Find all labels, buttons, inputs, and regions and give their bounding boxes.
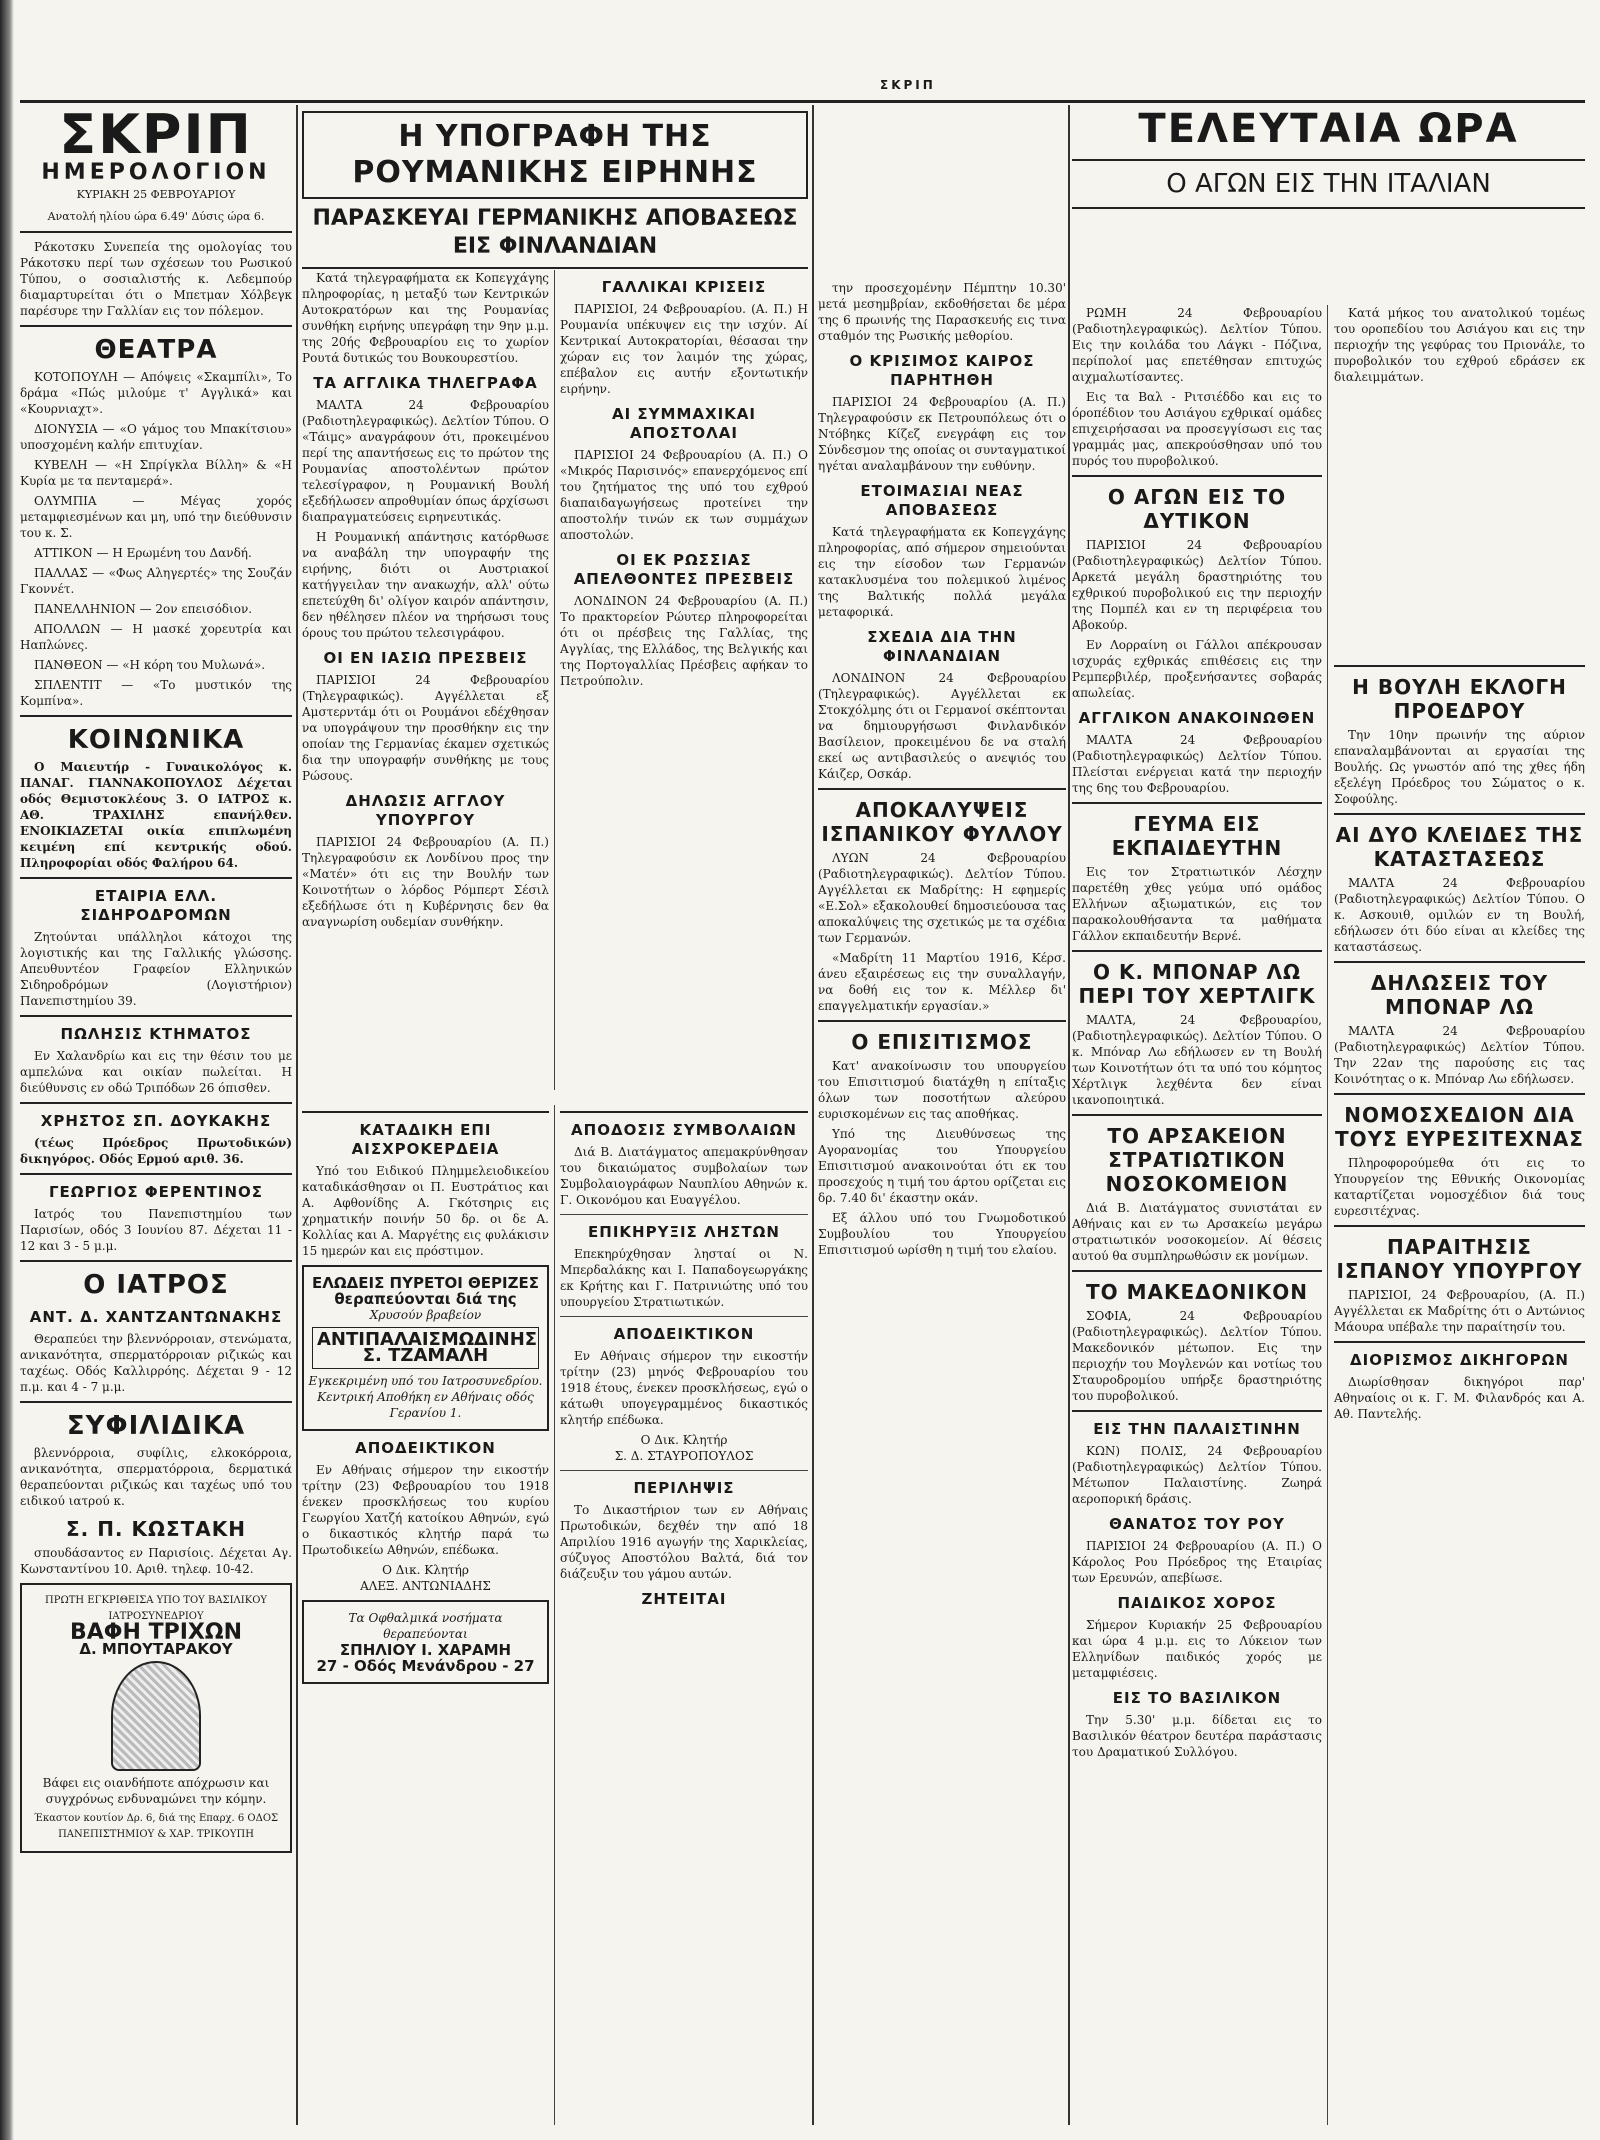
doctor1-heading: ΓΕΩΡΓΙΟΣ ΦΕΡΕΝΤΙΝΟΣ: [48, 1183, 264, 1201]
it-text: Κατά μήκος του ανατολικού τομέως του οροπεδίου του Ασιάγου και εις την περιοχήν της γεφύρας του Πριονάλε, το πυροβολικόν του εχθρού εδράσεν εκ διαλειμμάτων.: [1334, 306, 1585, 384]
bou-text: Την 10ην πρωινήν της αύριον επαναλαμβάνονται αι εργασίαι της Βουλής. Ως γνωστόν από της χθες ήδη εξελέγη Πρόεδρος του Σώματος ο κ. Σοφούλης.: [1334, 728, 1585, 806]
eye-address: 27 - Οδός Μενάνδρου - 27: [316, 1657, 535, 1675]
rob-heading: ΕΠΙΚΗΡΥΞΙΣ ΛΗΣΤΩΝ: [588, 1223, 780, 1241]
masthead-subtitle: ΗΜΕΡΟΛΟΓΙΟΝ: [41, 160, 271, 185]
article-text: ΠΑΡΙΣΙΟΙ, 24 Φεβρουαρίου. (Α. Π.) Η Ρουμανία υπέκυψεν εις την ισχύν. Αί Κεντρικαί Αυτοκρατορίαι, θέσασαι την χώραν εις τον λαιμόν της χώρας, επέβαλον εις αυτήν εξοντωτικήν ειρήνην.: [560, 302, 808, 396]
syph-heading: ΣΥΦΙΛΙΔΙΚΑ: [66, 1411, 246, 1441]
lawyer-text: Διωρίσθησαν δικηγόροι παρ' Αθηναίοις οι κ. Γ. Μ. Φιλανδρός και Α. Αθ. Παντελής.: [1334, 1375, 1585, 1421]
main-headline: Η ΥΠΟΓΡΑΦΗ ΤΗΣ ΡΟΥΜΑΝΙΚΗΣ ΕΙΡΗΝΗΣ: [352, 119, 758, 190]
sub2-heading: ΑΠΟΔΟΣΙΣ ΣΥΜΒΟΛΑΙΩΝ: [571, 1121, 797, 1139]
west-heading: Ο ΑΓΩΝ ΕΙΣ ΤΟ ΔΥΤΙΚΟΝ: [1107, 485, 1287, 533]
reveal-text: ΛΥΩΝ 24 Φεβρουαρίου (Ραδιοτηλεγραφικώς). Δελτίον Τύπου. Αγγέλλεται εκ Μαδρίτης: Η εφημερίς «Ε.Σολ» εξακολουθεί δημοσιεύουσα τας αποκαλύψεις της σχετικώς με τα σχέδια των Γερμανών.: [818, 851, 1066, 945]
pal-heading: ΕΙΣ ΤΗΝ ΠΑΛΑΙΣΤΙΝΗΝ: [1093, 1420, 1301, 1438]
sub2-text: Διά Β. Διατάγματος απεμακρύνθησαν του δικαιώματος συμβολαίων των Συμβολαιογράφων Ναυπλίου Αθηνών κ. Γ. Οικονόμου και Ευαγγέλου.: [560, 1145, 808, 1207]
dye-heading: ΒΑΦΗ ΤΡΙΧΩΝ: [70, 1620, 242, 1645]
sub1-heading: ΚΑΤΑΔΙΚΗ ΕΠΙ ΑΙΣΧΡΟΚΕΡΔΕΙΑ: [351, 1121, 500, 1158]
article-text: ΠΑΡΙΣΙΟΙ 24 Φεβρουαρίου (Α. Π.) Τηλεγραφούσιν εκ Λονδίνου προς την «Ματέν» ότι εις την Βουλήν των Κοινοτήτων ο λόρδος Ρόμπερτ Σέσιλ εξεδήλωσε ότι η Κυβέρνησις δεν θα αναγνωρίση ουδεμίαν συνθήκην.: [302, 835, 549, 929]
last-hour-title: ΤΕΛΕΥΤΑΙΑ ΩΡΑ: [1138, 106, 1519, 152]
right-inner-right: [1334, 305, 1585, 2125]
rail-heading: ΕΤΑΙΡΙΑ ΕΛΛ. ΣΙΔΗΡΟΔΡΟΜΩΝ: [80, 887, 232, 924]
divider: [560, 1111, 808, 1113]
divider: [560, 1214, 808, 1215]
divider: [20, 1173, 292, 1175]
fin-heading: ΣΧΕΔΙΑ ΔΙΑ ΤΗΝ ΦΙΝΛΑΝΔΙΑΝ: [867, 628, 1017, 665]
bonar-heading: Ο Κ. ΜΠΟΝΑΡ ΛΩ ΠΕΡΙ ΤΟΥ ΧΕΡΤΛΙΓΚ: [1078, 960, 1316, 1008]
divider: [1072, 950, 1322, 952]
want-heading: ΖΗΤΕΙΤΑΙ: [641, 1590, 727, 1608]
right-inner-left: [1072, 305, 1322, 2125]
theatre-item: ΚΥΒΕΛΗ — «Η Σπρίγκλα Βίλλη» & «Η Κυρία με τα πενταμερά».: [20, 458, 292, 488]
sale-text: Εν Χαλανδρίω και εις την θέσιν του με αμπελώνα και οικίαν πωλείται. Η διεύθυνσις εν οδώ Τριπόδων 26 όπισθεν.: [20, 1049, 292, 1095]
divider: [1334, 1225, 1585, 1227]
crit-heading: Ο ΚΡΙΣΙΜΟΣ ΚΑΙΡΟΣ ΠΑΡΗΤΗΘΗ: [849, 352, 1035, 389]
divider: [818, 1020, 1066, 1022]
divider: [1072, 207, 1585, 209]
lower-center: [302, 1105, 808, 2125]
notary-text: (τέως Πρόεδρος Πρωτοδικών) δικηγόρος. Οδός Ερμού αριθ. 36.: [20, 1136, 292, 1166]
fever-ad: [302, 1265, 549, 1431]
it-text: Εις τα Βαλ - Ριτσιέδδο και εις το όροπέδιον του Ασιάγου εχθρικαί ομάδες επιχειρήσασαι να προσεγγίσωσι εις τας γραμμάς μας, απεκρούσθησαν υπό του πυρός του πυροβολικού.: [1072, 390, 1322, 468]
eye-doctor: ΣΠΗΛΙΟΥ Ι. ΧΑΡΑΜΗ: [339, 1641, 512, 1659]
divider: [1334, 813, 1585, 815]
meal-heading: ΓΕΥΜΑ ΕΙΣ ΕΚΠΑΙΔΕΥΤΗΝ: [1111, 812, 1283, 860]
eye-heading: Τα Οφθαλμικά νοσήματα θεραπεύονται: [348, 1611, 503, 1641]
fever-heading: ΕΛΩΔΕΙΣ ΠΥΡΕΤΟΙ ΘΕΡΙΖΕΣ θεραπεύονται διά της: [312, 1274, 539, 1308]
doctor2-heading: Ο ΙΑΤΡΟΣ: [83, 1270, 229, 1300]
divider: [1334, 665, 1585, 667]
death-heading: ΘΑΝΑΤΟΣ ΤΟΥ ΡΟΥ: [1109, 1515, 1285, 1533]
dance-heading: ΠΑΙΔΙΚΟΣ ΧΟΡΟΣ: [1117, 1594, 1277, 1612]
main-story-right: [560, 270, 808, 1090]
reveal-heading: ΑΠΟΚΑΛΥΨΕΙΣ ΙΣΠΑΝΙΚΟΥ ΦΥΛΛΟΥ: [821, 798, 1063, 846]
column-rule: [296, 105, 298, 2125]
divider: [1072, 1114, 1322, 1116]
theatre-item: ΠΑΝΘΕΟΝ — «Η κόρη του Μυλωνά».: [34, 658, 266, 672]
inner-rule: [1327, 305, 1328, 2125]
theatre-item: ΚΟΤΟΠΟΥΛΗ — Απόψεις «Σκαμπίλι», Το δράμα «Πώς μιλούμε τ' Αγγλικά» και «Κουρνιαχτ».: [20, 370, 292, 416]
theatre-list: [20, 369, 292, 709]
west-text: ΠΑΡΙΣΙΟΙ 24 Φεβρουαρίου (Ραδιοτηλεγραφικώς) Δελτίον Τύπου. Αρκετά μεγάλη δραστηριότης του εχθρικού πυροβολικού εις την περιοχήν της Πομπέλ και εν τη περιφέρεια του Αβοκούρ.: [1072, 538, 1322, 632]
last-hour-subtitle: Ο ΑΓΩΝ ΕΙΣ ΤΗΝ ΙΤΑΛΙΑΝ: [1166, 169, 1491, 199]
theatre-item: ΠΑΝΕΛΛΗΝΙΟΝ — 2ον επεισόδιον.: [34, 602, 253, 616]
pal-text: ΚΩΝ) ΠΟΛΙΣ, 24 Φεβρουαρίου (Ραδιοτηλεγραφικώς) Δελτίον Τύπου. Μέτωπον Παλαιστίνης. Ζωηρά αεροπορική δράσις.: [1072, 1444, 1322, 1506]
column-center-right: [818, 105, 1066, 2125]
sum-text: Το Δικαστήριον των εν Αθήναις Πρωτοδικών, δεχθέν την από 18 Απριλίου 1916 αγωγήν της Χαρικλείας, σύζυγος Αποστόλου Βαλτά, διά τον διάζευξιν του γάμου αυτών.: [560, 1503, 808, 1581]
divider: [20, 715, 292, 717]
proc2-text: Εν Αθήναις σήμερον την εικοστήν τρίτην (23) μηνός Φεβρουαρίου του 1918 έτους, ένεκεν προσκλήσεως, εγώ ο κάτωθι υπογεγραμμένος δικαστικός κλητήρ επέδωκα.: [560, 1349, 808, 1427]
divider: [1334, 1093, 1585, 1095]
column-rule: [1068, 105, 1070, 2125]
intro-article: Ράκοτσκυ Συνεπεία της ομολογίας του Ράκοτσκυ περί των σχέσεων του Ρωσικού Τύπου, ο σοσιαλιστής κ. Λεδεμπούρ διαμαρτυρείται ότι ο Μπετμαν Χόλβεγκ παρέσυρε την Γαλλίαν εις τον πόλεμον.: [20, 240, 292, 318]
masthead: [20, 105, 292, 225]
divider: [20, 325, 292, 327]
last-hour-header: [1072, 105, 1585, 215]
divider: [20, 877, 292, 879]
inner-rule: [554, 1105, 555, 2125]
dye-brand: Δ. ΜΠΟΥΤΑΡΑΚΟΥ: [79, 1640, 233, 1658]
social-heading: ΚΟΙΝΩΝΙΚΑ: [67, 725, 245, 755]
rob-text: Επεκηρύχθησαν λησταί οι Ν. Μπερδαλάκης και Ι. Παπαδογεωργάκης εκ Κρήτης και Γ. Πατρινιώτης υπό του υπουργείου Στρατιωτικών.: [560, 1247, 808, 1309]
masthead-info: Ανατολή ηλίου ώρα 6.49' Δύσις ώρα 6.: [47, 210, 265, 223]
theatre-item: ΑΠΟΛΛΩΝ — Η μασκέ χορευτρία και Ηαπλώνες.: [20, 622, 292, 652]
new-text: Κατά τηλεγραφήματα εκ Κοπεγχάγης πληροφορίας, από σήμερον σημειούνται εις την είσοδον των Γερμανών κατακλυσμένα του πολεμικού λιμένος της Βαλτικής πολλά μεγάλα μεταφορικά.: [818, 525, 1066, 619]
sub1-text: Υπό του Ειδικού Πλημμελειοδικείου καταδικάσθησαν οι Π. Ευστράτιος και Α. Αφθονίδης Α. Γκότσηρις εις χρηματικήν ποινήν 50 δρ. οι δε Α. Κολλίας και Α. Μαργέτης εις φυλάκισιν 15 ημερών και εις πρόστιμον.: [302, 1164, 549, 1258]
bou-heading: Η ΒΟΥΛΗ ΕΚΛΟΓΗ ΠΡΟΕΔΡΟΥ: [1352, 675, 1567, 723]
main-subheadline: ΠΑΡΑΣΚΕΥΑΙ ΓΕΡΜΑΝΙΚΗΣ ΑΠΟΒΑΣΕΩΣ ΕΙΣ ΦΙΝΛΑΝΔΙΑΝ: [312, 206, 798, 259]
decl-heading: ΔΗΛΩΣΕΙΣ ΤΟΥ ΜΠΟΝΑΡ ΛΩ: [1370, 971, 1549, 1019]
article-text: ΜΑΛΤΑ 24 Φεβρουαρίου (Ραδιοτηλεγραφικώς). Δελτίον Τύπου. Ο «Τάιμς» αναγράφουν ότι, προκειμένου περί της απαντήσεως εις το πρώτον της Ρουμανίας αποστολέντων πρώτον τελεσίγραφον, η Ρουμανική Βουλή εξεδήλωσεν απροθυμίαν όπως άρχίσωσι διαπραγματεύσεις ειρηνευτικάς.: [302, 398, 549, 524]
sale-heading: ΠΩΛΗΣΙΣ ΚΤΗΜΑΤΟΣ: [60, 1025, 252, 1043]
theatre-item: ΑΤΤΙΚΟΝ — Η Ερωμένη του Δανδή.: [34, 546, 252, 560]
divider: [1072, 802, 1322, 804]
syph-text: βλεννόρροια, συφίλις, ελκοκόρροια, ανικανότητα, σπερματόρροια, δερματικά θεραπεύονται ριζικώς και ταχέως υπό του ειδικού ιατρού κ.: [20, 1446, 292, 1508]
divider: [1072, 159, 1585, 161]
proc2-sign-name: Σ. Δ. ΣΤΑΥΡΟΠΟΥΛΟΣ: [614, 1449, 754, 1463]
notary-heading: ΧΡΗΣΤΟΣ ΣΠ. ΔΟΥΚΑΚΗΣ: [40, 1112, 272, 1130]
rail-text: Ζητούνται υπάλληλοι κάτοχοι της λογιστικής και της Γαλλικής γλώσσης. Απευθυντέον Γραφείον Ελληνικών Σιδηροδρόμων (Λογιστήριον) Πανεπιστημίου 39.: [20, 930, 292, 1008]
eye-ad: [302, 1600, 549, 1684]
reveal-text: «Μαδρίτη 11 Μαρτίου 1916, Κέρσ. άνευ εξαιρέσεως εις την συναλλαγήν, να δοθή εις τον κ. Μέλλερ δι' επαγγελματικήν εργασίαν.»: [818, 951, 1066, 1013]
west-text: Εν Λορραίνη οι Γάλλοι απέκρουσαν ισχυράς εχθρικάς επιθέσεις εις την Ρεμπερβιλέρ, προξενήσαντες σοβαράς απωλείας.: [1072, 638, 1322, 700]
divider: [560, 1470, 808, 1471]
proc2-heading: ΑΠΟΔΕΙΚΤΙΚΟΝ: [613, 1325, 755, 1343]
divider: [20, 1015, 292, 1017]
resign-text: ΠΑΡΙΣΙΟΙ, 24 Φεβρουαρίου, (Α. Π.) Αγγέλλεται εκ Μαδρίτης ότι ο Αντώνιος Μάουρα υπέβαλε την παραίτησίν του.: [1334, 1288, 1585, 1334]
divider: [1334, 961, 1585, 963]
fever-text: Εγκεκριμένη υπό του Ιατροσυνεδρίου. Κεντρική Αποθήκη εν Αθήναις οδός Γερανίου 1.: [308, 1374, 543, 1420]
article-text: Η Ρουμανική απάντησις κατόρθωσε να αναβάλη την υπογραφήν της ειρήνης, διότι οι Αυστριακοί κατήγγειλαν την ανακωχήν, αλλ' ούτω επετεύχθη δι' ολίγον καιρόν απάντησιν, δεν ηθέλησεν πλέον να τηρήσωσι τους όρους του πρώτου τελεσιγράφου.: [302, 530, 549, 640]
column-center: [302, 105, 808, 2125]
it-text: ΡΩΜΗ 24 Φεβρουαρίου (Ραδιοτηλεγραφικώς). Δελτίον Τύπου. Εις την κοιλάδα του Λάγκι - Πόζινα, περίπολοί μας επετέθησαν επιτυχώς αιχμαλωτίσαντες.: [1072, 306, 1322, 384]
woman-portrait-icon: [111, 1661, 201, 1771]
column-left: [20, 105, 292, 2125]
proc-sign-title: Ο Δικ. Κλητήρ: [382, 1563, 469, 1577]
hair-dye-ad: [20, 1583, 292, 1853]
article-heading: ΑΙ ΣΥΜΜΑΧΙΚΑΙ ΑΠΟΣΤΟΛΑΙ: [612, 405, 756, 442]
divider: [1072, 475, 1322, 477]
thea-text: Την 5.30' μ.μ. δίδεται εις το Βασιλικόν θέατρον δευτέρα παράστασις του Δραματικού Συλλόγου.: [1072, 1713, 1322, 1759]
keys-heading: ΑΙ ΔΥΟ ΚΛΕΙΔΕΣ ΤΗΣ ΚΑΤΑΣΤΑΣΕΩΣ: [1335, 823, 1584, 871]
divider: [302, 1111, 549, 1113]
fever-award: Χρυσούν βραβείον: [369, 1308, 482, 1322]
article-text: Κατά τηλεγραφήματα εκ Κοπεγχάγης πληροφορίας, η μεταξύ των Κεντρικών Αυτοκρατόρων και της Ρουμανίας συνθήκη ειρήνης υπεγράφη την 9ην μ.μ. της 20ής Φεβρουαρίου εις το χωρίον Ρουτά δυτικώς του Βουκουρεστίου.: [302, 271, 549, 365]
divider: [1072, 1270, 1322, 1272]
eng-text: ΜΑΛΤΑ 24 Φεβρουαρίου (Ραδιοτηλεγραφικώς) Δελτίον Τύπου. Πλείσται ενέργειαι κατά την περιοχήν της 6ης του Φεβρουαρίου.: [1072, 733, 1322, 795]
mac-heading: ΤΟ ΜΑΚΕΔΟΝΙΚΟΝ: [1085, 1280, 1309, 1304]
dye-approval: ΠΡΩΤΗ ΕΓΚΡΙΘΕΙΣΑ ΥΠΟ ΤΟΥ ΒΑΣΙΛΙΚΟΥ ΙΑΤΡΟΣΥΝΕΔΡΙΟΥ: [45, 1595, 267, 1622]
dance-text: Σήμερον Κυριακήν 25 Φεβρουαρίου και ώρα 4 μ.μ. εις το Λύκειον των Ελληνίδων παιδικός χορός με μεταμφιέσεις.: [1072, 1618, 1322, 1680]
bonar-text: ΜΑΛΤΑ, 24 Φεβρουαρίου, (Ραδιοτηλεγραφικώς). Δελτίον Τύπου. Ο κ. Μπόναρ Λω εδήλωσεν εν τη Βουλή των Κοινοτήτων ότι τα υπό του κόμητος Χέρτλιγκ λεχθέντα δεν είναι ικανοποιητικά.: [1072, 1013, 1322, 1107]
column-rule: [812, 105, 814, 2125]
fever-brand: ΑΝΤΙΠΑΛΑΙΣΜΩΔΙΝΗΣ Σ. ΤΖΑΜΑΛΗ: [312, 1327, 539, 1369]
doctor1-text: Ιατρός του Πανεπιστημίου των Παρισίων, οδός 3 Ιουνίου 87. Δέχεται 11 - 12 και 3 - 5 μ.μ.: [20, 1207, 292, 1253]
decl-text: ΜΑΛΤΑ 24 Φεβρουαρίου (Ραδιοτηλεγραφικώς) Δελτίον Τύπου. Την 22αν της παρούσης εις τας Κοινότητας ο κ. Μπόναρ Λω εδήλωσεν.: [1334, 1024, 1585, 1086]
resign-heading: ΠΑΡΑΙΤΗΣΙΣ ΙΣΠΑΝΟΥ ΥΠΟΥΡΓΟΥ: [1336, 1235, 1583, 1283]
divider: [20, 1260, 292, 1262]
top-rule: [20, 100, 1585, 103]
theatre-heading: ΘΕΑΤΡΑ: [94, 335, 218, 365]
new-heading: ΕΤΟΙΜΑΣΙΑΙ ΝΕΑΣ ΑΠΟΒΑΣΕΩΣ: [860, 482, 1024, 519]
sup-heading: Ο ΕΠΙΣΙΤΙΣΜΟΣ: [851, 1030, 1033, 1054]
article-heading: ΤΑ ΑΓΓΛΙΚΑ ΤΗΛΕΓΡΑΦΑ: [313, 374, 538, 392]
lower-center-left: [302, 1105, 549, 2125]
theatre-item: ΔΙΟΝΥΣΙΑ — «Ο γάμος του Μπακίτσιου» υποσχομένη καλήν επιτυχίαν.: [20, 422, 292, 452]
divider: [560, 1316, 808, 1317]
column-right: [1072, 105, 1585, 2125]
eng-heading: ΑΓΓΛΙΚΟΝ ΑΝΑΚΟΙΝΩΘΕΝ: [1078, 709, 1316, 727]
divider: [302, 267, 808, 269]
article-text: ΠΑΡΙΣΙΟΙ 24 Φεβρουαρίου (Α. Π.) Ο «Μικρός Παρισινός» επανερχόμενος επί του ζητήματος της υπό του εχθρού διαπαιδαγωγήσεως προτείνει την αποστολήν τινών εκ των συμμάχων αποστολών.: [560, 448, 808, 542]
divider: [1072, 1410, 1322, 1412]
article-heading: ΓΑΛΛΙΚΑΙ ΚΡΙΣΕΙΣ: [601, 278, 767, 296]
proc-sign-name: ΑΛΕΞ. ΑΝΤΩΝΙΑΔΗΣ: [360, 1579, 491, 1593]
lawyer-heading: ΔΙΟΡΙΣΜΟΣ ΔΙΚΗΓΟΡΩΝ: [1350, 1351, 1569, 1369]
sup-text: Κατ' ανακοίνωσιν του υπουργείου του Επισιτισμού διατάχθη η επίταξις όλων των ποσοτήτων αλεύρου ευρισκομένων εις τας αποθήκας.: [818, 1059, 1066, 1121]
masthead-title: ΣΚΡΙΠ: [59, 105, 253, 166]
dye-text: Βάφει εις οιανδήποτε απόχρωσιν και συγχρόνως ενδυναμώνει την κόμην.: [42, 1776, 270, 1806]
dye-footer: Έκαστον κουτίον Δρ. 6, διά της Επαρχ. 6 ΟΔΟΣ ΠΑΝΕΠΙΣΤΗΜΙΟΥ & ΧΑΡ. ΤΡΙΚΟΥΠΗ: [33, 1813, 279, 1840]
sup-text: Εξ άλλου υπό του Γνωμοδοτικού Συμβουλίου του Υπουργείου Επισιτισμού ωρίσθη η τιμή του ελαίου.: [818, 1211, 1066, 1257]
mac-text: ΣΟΦΙΑ, 24 Φεβρουαρίου (Ραδιοτηλεγραφικώς). Δελτίον Τύπου. Μακεδονικόν μέτωπον. Εις την περιοχήν του Μογλενών και νοτίως του Σταυροδρομίου υπήρξε δραστηριότης του πυροβολικού.: [1072, 1309, 1322, 1403]
divider: [20, 1102, 292, 1104]
divider: [20, 231, 292, 233]
law-text: Πληροφορούμεθα ότι εις το Υπουργείον της Εθνικής Οικονομίας καταρτίζεται νομοσχέδιον διά τους ευρεσιτέχνας.: [1334, 1156, 1585, 1218]
article-heading: ΟΙ ΕΚ ΡΩΣΣΙΑΣ ΑΠΕΛΘΟΝΤΕΣ ΠΡΕΣΒΕΙΣ: [573, 551, 795, 588]
lower-center-right: [560, 1105, 808, 2125]
ars-text: Διά Β. Διατάγματος συνιστάται εν Αθήναις και εν τω Αρσακείω μεγάρω στρατιωτικόν νοσοκομείον. Αί θέσεις αυτού θα συμπληρωθώσιν εκ μονίμων.: [1072, 1201, 1322, 1263]
syph-address: σπουδάσαντος εν Παρισίοις. Δέχεται Αγ. Κωνσταντίνου 10. Αριθ. τηλεφ. 10-42.: [20, 1546, 292, 1576]
thea-heading: ΕΙΣ ΤΟ ΒΑΣΙΛΙΚΟΝ: [1112, 1689, 1282, 1707]
article-text: ΛΟΝΔΙΝΟΝ 24 Φεβρουαρίου (Α. Π.) Το πρακτορείον Ρώυτερ πληροφορείται ότι οι πρέσβεις της Γαλλίας, της Αγγλίας, της Ελλάδος, της Βελγικής και της Πορτογαλλίας Πρέσβεις αφήκαν το Πετρούπολιν.: [560, 594, 808, 688]
divider: [1334, 1341, 1585, 1343]
article-heading: ΔΗΛΩΣΙΣ ΑΓΓΛΟΥ ΥΠΟΥΡΓΟΥ: [345, 792, 506, 829]
proc-heading: ΑΠΟΔΕΙΚΤΙΚΟΝ: [355, 1439, 496, 1457]
sup-text: Υπό της Διευθύνσεως της Αγορανομίας του Υπουργείου Επισιτισμού ανακοινούται ότι εκ του προσεχούς η τιμή του άρτου ορίζεται εις δρ. 7.40 δι' έκαστην οκάν.: [818, 1127, 1066, 1205]
crit-text: ΠΑΡΙΣΙΟΙ 24 Φεβρουαρίου (Α. Π.) Τηλεγραφούσιν εκ Πετρουπόλεως ότι ο Ντόβηκς Κίζεζ ενεγράφη εις τον Σύνδεσμον της οποίας οι συνταγματικοί ηγέται αναλαμβάνουν την ευθύνην.: [818, 395, 1066, 473]
proc2-sign-title: Ο Δικ. Κλητήρ: [640, 1433, 728, 1447]
law-heading: ΝΟΜΟΣΧΕΔΙΟΝ ΔΙΑ ΤΟΥΣ ΕΥΡΕΣΙΤΕΧΝΑΣ: [1335, 1103, 1584, 1151]
syph-doctor: Σ. Π. ΚΩΣΤΑΚΗ: [65, 1517, 247, 1541]
page-edge-shadow: [0, 0, 14, 2140]
main-story-left: [302, 270, 549, 1090]
doctor2-text: Θεραπεύει την βλεννόρροιαν, στενώματα, ανικανότητα, σπερματόρροιαν ριζικώς και ταχέως. Οδός Καλλιρρόης. Δέχεται 9 - 12 π.μ. και 4 - 7 μ.μ.: [20, 1332, 292, 1394]
inner-rule: [554, 270, 555, 1090]
newspaper-page: [20, 105, 1585, 2125]
doctor2-name: ΑΝΤ. Δ. ΧΑΝΤΖΑΝΤΩΝΑΚΗΣ: [29, 1308, 283, 1326]
top-mark: ΣΚΡΙΠ: [880, 78, 936, 92]
theatre-item: ΠΑΛΛΑΣ — «Φως Αληγερτές» της Σουζάν Γκοννέτ.: [20, 566, 292, 596]
theatre-item: ΣΠΛΕΝΤΙΤ — «Το μυστικόν της Κομπίνα».: [20, 678, 292, 708]
press-continued: την προσεχομένην Πέμπτην 10.30' μετά μεσημβρίαν, εκδοθήσεται δε μέρα της 6 πρωινής της Παρασκευής εις τινα σταθμόν της Ρωσικής μεθορίου.: [818, 281, 1066, 343]
main-headline-box: [302, 111, 808, 199]
theatre-item: ΟΛΥΜΠΙΑ — Μέγας χορός μεταμφιεσμένων και μη, υπό την διεύθυνσιν του κ. Σ.: [20, 494, 292, 540]
sum-heading: ΠΕΡΙΛΗΨΙΣ: [633, 1479, 735, 1497]
divider: [20, 1401, 292, 1403]
divider: [818, 788, 1066, 790]
death-text: ΠΑΡΙΣΙΟΙ 24 Φεβρουαρίου (Α. Π.) Ο Κάρολος Ρου Πρόεδρος της Εταιρίας των Ερευνών, απεβίωσε.: [1072, 1539, 1322, 1585]
masthead-date: ΚΥΡΙΑΚΗ 25 ΦΕΒΡΟΥΑΡΙΟΥ: [76, 188, 236, 201]
ars-heading: ΤΟ ΑΡΣΑΚΕΙΟΝ ΣΤΡΑΤΙΩΤΙΚΟΝ ΝΟΣΟΚΟΜΕΙΟΝ: [1105, 1124, 1289, 1196]
article-text: ΠΑΡΙΣΙΟΙ 24 Φεβρουαρίου (Τηλεγραφικώς). Αγγέλλεται εξ Αμστερντάμ ότι οι Ρουμάνοι εδέχθησαν να υπογράψουν την προσθήκην εις την οποίαν της Γερμανίας έκαμεν σχετικώς δια την υπογραφήν συνθήκης με τους Ρώσους.: [302, 673, 549, 783]
keys-text: ΜΑΛΤΑ 24 Φεβρουαρίου (Ραδιοτηλεγραφικώς) Δελτίον Τύπου. Ο κ. Ασκουιθ, ομιλών εν τη Βουλή, εδήλωσεν ότι δύο είναι αι κλείδες της καταστάσεως.: [1334, 876, 1585, 954]
fin-text: ΛΟΝΔΙΝΟΝ 24 Φεβρουαρίου (Τηλεγραφικώς). Αγγέλλεται εκ Στοκχόλμης ότι οι Γερμανοί σκέπτονται να δημιουργήσωσι Φινλανδικόν Βασίλειον, προκειμένου δε να σταλή εκεί ως αντιβασιλεύς ο ανεψιός του Κάιζερ, Οσκάρ.: [818, 671, 1066, 781]
proc-text: Εν Αθήναις σήμερον την εικοστήν τρίτην (23) Φεβρουαρίου του 1918 ένεκεν προσκλήσεως του κυρίου Γεωργίου Χατζή κατοίκου Αθηνών, εγώ ο δικαστικός κλητήρ παρά τω Πρωτοδικείω Αθηνών, επέδωκα.: [302, 1463, 549, 1557]
meal-text: Εις τον Στρατιωτικόν Λέσχην παρετέθη χθες γεύμα υπό ομάδος Ελλήνων αξιωματικών, εις τον παρακολουθήσαντα τα μαθήματα Γάλλον εκπαιδευτήν Βερνέ.: [1072, 865, 1322, 943]
article-heading: ΟΙ ΕΝ ΙΑΣΙΩ ΠΡΕΣΒΕΙΣ: [323, 649, 528, 667]
social-text: Ο Μαιευτήρ - Γυναικολόγος κ. ΠΑΝΑΓ. ΓΙΑΝΝΑΚΟΠΟΥΛΟΣ Δέχεται οδός Θεμιστοκλέους 3. Ο ΙΑΤΡΟΣ κ. ΑΘ. ΤΡΑΧΙΛΗΣ επανήλθεν. ΕΝΟΙΚΙΑΖΕΤΑΙ οικία επιπλωμένη κειμένη επί κεντρικής οδού. Πληροφορίαι οδός Φαλήρου 64.: [20, 760, 292, 870]
